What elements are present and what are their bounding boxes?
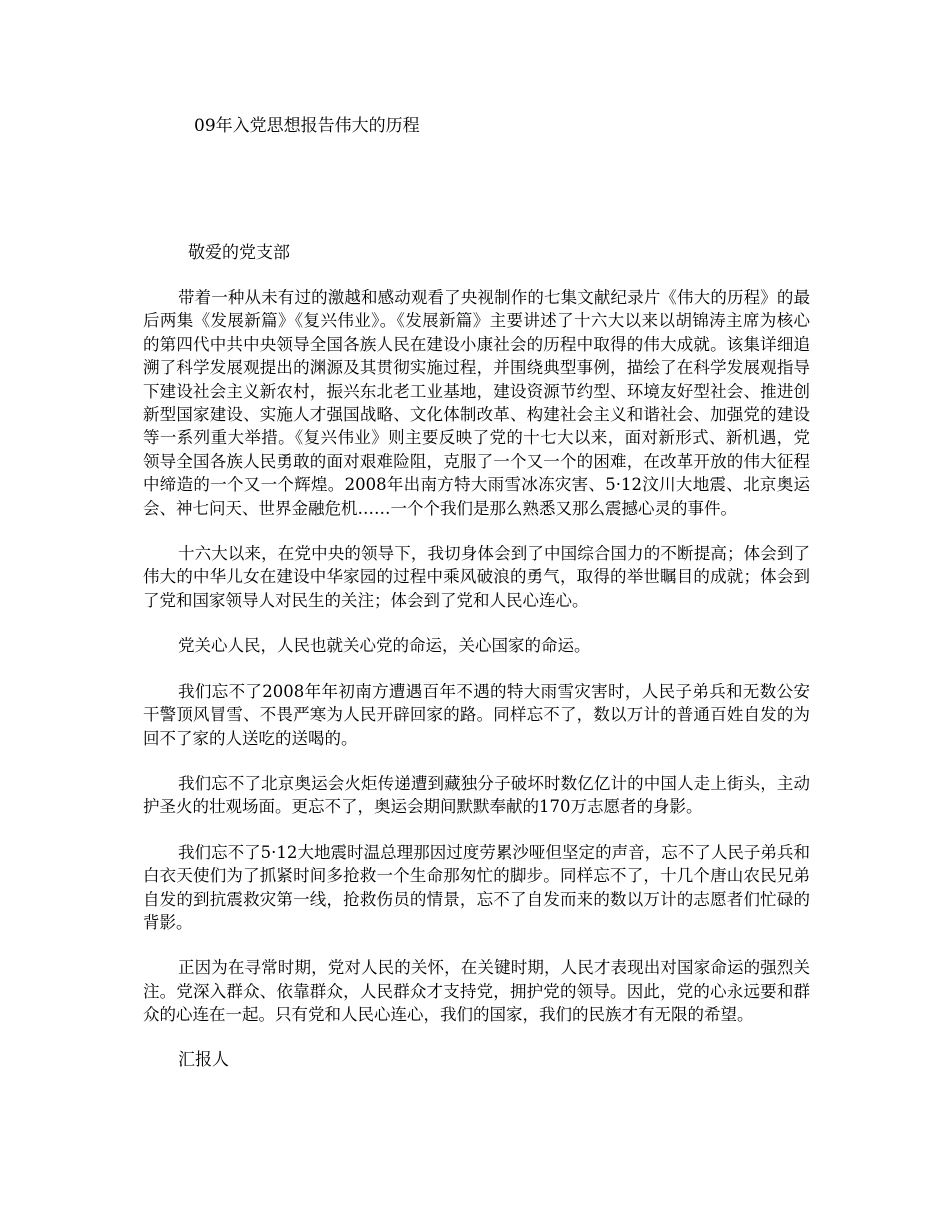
paragraph-4: 我们忘不了2008年年初南方遭遇百年不遇的特大雨雪灾害时，人民子弟兵和无数公安干警顶风冒雪、不畏严寒为人民开辟回家的路。同样忘不了，数以万计的普通百姓自发的为回不了家的人送吃的送喝的。 <box>143 681 810 748</box>
salutation: 敬爱的党支部 <box>188 243 290 263</box>
document-title: 09年入党思想报告伟大的历程 <box>194 116 420 136</box>
document-body <box>143 286 810 1049</box>
paragraph-7: 正因为在寻常时期，党对人民的关怀，在关键时期，人民才表现出对国家命运的强烈关注。党深入群众、依靠群众，人民群众才支持党，拥护党的领导。因此，党的心永远要和群众的心连在一起。只有党和人民心连心，我们的国家，我们的民族才有无限的希望。 <box>143 958 810 1025</box>
paragraph-5: 我们忘不了北京奥运会火炬传递遭到藏独分子破坏时数亿亿计的中国人走上街头，主动护圣火的壮观场面。更忘不了，奥运会期间默默奉献的170万志愿者的身影。 <box>143 773 810 817</box>
reporter-label: 汇报人 <box>178 1050 229 1070</box>
paragraph-6: 我们忘不了5·12大地震时温总理那因过度劳累沙哑但坚定的声音，忘不了人民子弟兵和白衣天使们为了抓紧时间多抢救一个生命那匆忙的脚步。同样忘不了，十几个唐山农民兄弟自发的到抗震救灾第一线，抢救伤员的情景，忘不了自发而来的数以万计的志愿者们忙碌的背影。 <box>143 842 810 932</box>
paragraph-1: 带着一种从未有过的激越和感动观看了央视制作的七集文献纪录片《伟大的历程》的最后两集《发展新篇》《复兴伟业》。《发展新篇》主要讲述了十六大以来以胡锦涛主席为核心的第四代中共中央领导全国各族人民在建设小康社会的历程中取得的伟大成就。该集详细追溯了科学发展观提出的渊源及其贯彻实施过程，并围绕典型事例，描绘了在科学发展观指导下建设社会主义新农村，振兴东北老工业基地，建设资源节约型、环境友好型社会、推进创新型国家建设、实施人才强国战略、文化体制改革、构建社会主义和谐社会、加强党的建设等一系列重大举措。《复兴伟业》则主要反映了党的十七大以来，面对新形式、新机遇，党领导全国各族人民勇敢的面对艰难险阻，克服了一个又一个的困难，在改革开放的伟大征程中缔造的一个又一个辉煌。2008年出南方特大雨雪冰冻灾害、5·12汶川大地震、北京奥运会、神七问天、世界金融危机……一个个我们是那么熟悉又那么震撼心灵的事件。 <box>143 288 810 518</box>
paragraph-3: 党关心人民，人民也就关心党的命运，关心国家的命运。 <box>178 636 591 656</box>
paragraph-2: 十六大以来，在党中央的领导下，我切身体会到了中国综合国力的不断提高；体会到了伟大的中华儿女在建设中华家园的过程中乘风破浪的勇气，取得的举世瞩目的成就；体会到了党和国家领导人对民生的关注；体会到了党和人民心连心。 <box>143 544 810 610</box>
